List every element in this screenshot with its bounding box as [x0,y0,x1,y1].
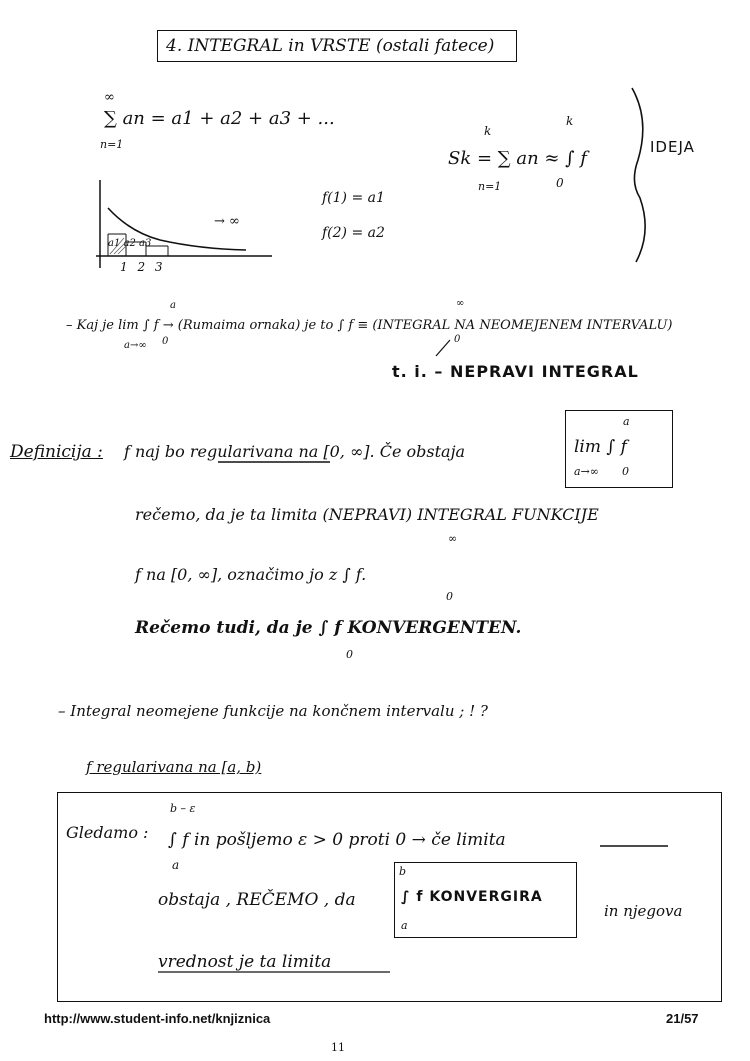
ideja-label: IDEJA [650,138,695,156]
question-improper-lower: 0 [454,334,461,345]
partial-integral-lower: 0 [556,176,564,190]
axis-tick-labels: 1 2 3 [120,260,166,274]
def-box-lower: 0 [622,465,629,478]
gledamo-lower: a [172,858,180,872]
konv-box-text: ∫ f KONVERGIRA [401,889,543,905]
partial-integral-upper: k [566,114,574,128]
oznacimo-line: f na [0, ∞], označimo jo z ∫ f. [135,565,367,584]
def-box-upper: a [623,415,630,428]
question-lim-subscript: a→∞ [124,340,147,351]
definicija-label: Definicija : [10,442,103,462]
def-box-limit: lim ∫ f [574,437,627,457]
partial-sum-expression: Sk = ∑ an ≈ ∫ f [448,148,587,169]
gledamo-upper: b – ε [170,802,196,815]
regularivana-line: f regularivana na [a, b) [86,758,262,776]
question-line: – Kaj je lim ∫ f → (Rumaima ornaka) je to ∫ f ≡ (INTEGRAL NA NEOMEJENEM INTERVALU) [66,318,673,333]
konv-box-lower: a [401,919,408,932]
partial-sum-lower: n=1 [478,180,502,193]
definicija-text: f naj bo regularivana na [0, ∞]. Če obstaja [124,442,466,461]
arrow-to-infinity: → ∞ [214,214,240,229]
nepravi-arrow [436,340,450,356]
page-number: 11 [331,1041,345,1054]
neomejene-line: – Integral neomejene funkcije na končnem intervalu ; ! ? [58,702,488,720]
series-lower-limit: n=1 [100,138,124,151]
def-box-subscript: a→∞ [574,465,599,478]
series-expression: ∑ an = a1 + a2 + a3 + ... [104,108,335,129]
footer-page: 21/57 [666,1011,699,1026]
f1-equation: f(1) = a1 [322,190,385,206]
question-improper-upper: ∞ [456,298,465,309]
recemo-line: rečemo, da je ta limita (NEPRAVI) INTEGRAL FUNKCIJE [135,505,599,524]
konv-box-upper: b [399,865,407,878]
nepravi-integral-label: t. i. – NEPRAVI INTEGRAL [392,362,639,381]
question-integral-lower: 0 [162,336,169,347]
oznacimo-lower: 0 [446,590,453,603]
konvergenten-lower: 0 [346,648,353,661]
vrednost-line: vrednost je ta limita [158,952,332,972]
obstaja-text: obstaja , REČEMO , da [158,890,356,910]
ideja-brace [632,88,645,262]
in-njegova: in njegova [604,902,683,920]
sketch-bars [108,234,168,256]
bar-labels: a1 a2 a3 [108,238,152,249]
question-integral-upper: a [170,300,176,311]
gledamo-label: Gledamo : [66,823,149,842]
gledamo-text: ∫ f in pošljemo ε > 0 proti 0 → če limita [168,830,506,850]
footer-url: http://www.student-info.net/knjiznica [44,1011,271,1026]
partial-sum-upper: k [484,124,492,138]
f2-equation: f(2) = a2 [322,225,385,241]
sketch-curve [108,208,246,250]
oznacimo-upper: ∞ [448,532,458,545]
konvergenten-line: Rečemo tudi, da je ∫ f KONVERGENTEN. [135,618,522,638]
series-upper-limit: ∞ [104,90,115,105]
sketch-hatch [110,238,126,254]
page-title: 4. INTEGRAL in VRSTE (ostali fatece) [166,36,495,56]
